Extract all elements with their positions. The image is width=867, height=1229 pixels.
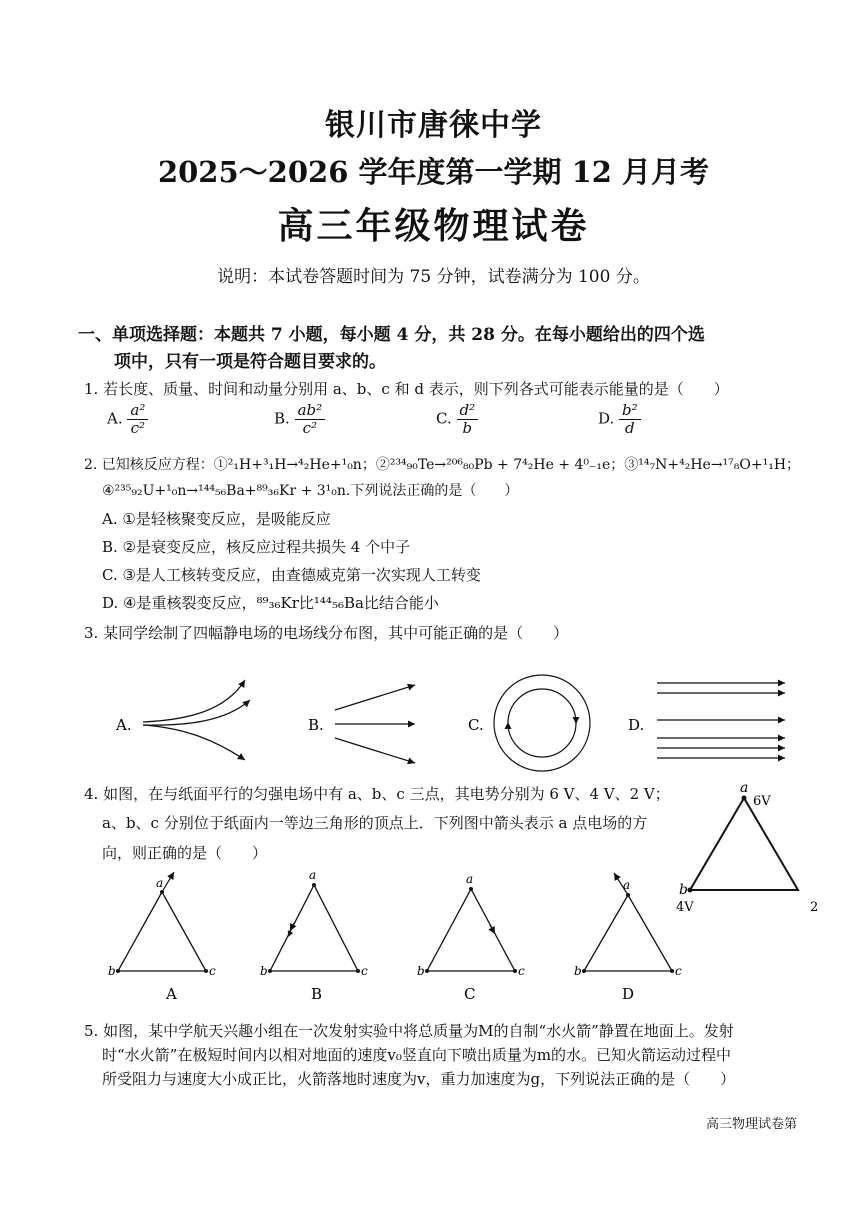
q3-figure-c	[494, 675, 590, 771]
vertex-a: a	[740, 780, 749, 796]
q2-option-b: B. ②是衰变反应，核反应过程共损失 4 个中子	[102, 538, 411, 556]
q4-line2: a、b、c 分别位于纸面内一等边三角形的顶点上．下列图中箭头表示 a 点电场的方	[102, 814, 648, 832]
vertex-c: c	[518, 964, 525, 978]
denominator: d	[625, 419, 635, 437]
q4-choice-b-label: B	[311, 985, 323, 1003]
q1-option-b	[274, 402, 325, 437]
q2-line2: ④²³⁵₉₂U+¹₀n→¹⁴⁴₅₆Ba+⁸⁹₃₆Kr + 3¹₀n.下列说法正确的是（ ）	[102, 483, 519, 499]
q4-line3: 向，则正确的是（ ）	[102, 844, 268, 862]
q5-line2: 时“水火箭”在极短时间内以相对地面的速度v₀竖直向下喷出质量为m的水。已知火箭运动过程中	[102, 1046, 732, 1064]
section-heading-line1: 一、单项选择题：本题共 7 小题，每小题 4 分，共 28 分。在每小题给出的四个选	[78, 325, 705, 345]
denominator: c²	[130, 419, 146, 437]
vertex-a: a	[309, 868, 317, 882]
exam-note: 说明：本试卷答题时间为 75 分钟，试卷满分为 100 分。	[217, 267, 650, 287]
vertex-c: c	[209, 964, 216, 978]
vertex-b: b	[260, 964, 268, 978]
q1-option-c	[436, 402, 478, 437]
vertex-c: c	[361, 964, 368, 978]
numerator: a²	[127, 402, 148, 420]
q4-line1: 4. 如图，在与纸面平行的匀强电场中有 a、b、c 三点，其电势分别为 6 V、4 V、2 V；	[84, 785, 670, 803]
paper-title: 高三年级物理试卷	[277, 205, 590, 247]
denominator: c²	[302, 419, 318, 437]
q1-option-a	[107, 402, 148, 437]
potential-b: 4V	[676, 900, 694, 915]
vertex-b: b	[679, 882, 688, 898]
vertex-c: c	[675, 964, 682, 978]
vertex-b: b	[108, 964, 116, 978]
q3-label-b: B.	[308, 716, 324, 734]
q2-line1: 2. 已知核反应方程：①²₁H+³₁H→⁴₂He+¹₀n；②²³⁴₉₀Te→²⁰⁶₈₀Pb + 7⁴₂He + 4⁰₋₁e；③¹⁴₇N+⁴₂He→¹⁷₈O+¹₁H；	[84, 457, 801, 473]
q3-figure-b	[335, 685, 415, 763]
q3-figure-a	[143, 680, 250, 760]
vertex-b: b	[574, 964, 582, 978]
q4-choice-d-figure	[574, 873, 682, 1003]
page-footer: 高三物理试卷第	[705, 1117, 797, 1132]
section-heading-line2: 项中，只有一项是符合题目要求的。	[114, 352, 386, 372]
q3-label-d: D.	[628, 716, 645, 734]
exam-term: 2025～2026 学年度第一学期 12 月月考	[157, 155, 710, 189]
q5-line1: 5. 如图，某中学航天兴趣小组在一次发射实验中将总质量为M的自制“水火箭”静置在地面上。发射	[84, 1022, 734, 1040]
numerator: ab²	[295, 402, 326, 420]
vertex-a: a	[156, 876, 164, 890]
q1-option-d	[598, 402, 641, 437]
q2-option-c: C. ③是人工核转变反应，由查德威克第一次实现人工转变	[102, 566, 481, 584]
school-name: 银川市唐徕中学	[325, 108, 542, 143]
q2-option-a: A. ①是轻核聚变反应，是吸能反应	[102, 510, 331, 528]
denominator: b	[462, 419, 473, 437]
vertex-b: b	[417, 964, 425, 978]
q3-stem: 3. 某同学绘制了四幅静电场的电场线分布图，其中可能正确的是（ ）	[84, 624, 569, 642]
q5-line3: 所受阻力与速度大小成正比，火箭落地时速度为v，重力加速度为g，下列说法正确的是（ ）	[102, 1070, 736, 1088]
fraction	[127, 402, 148, 437]
q4-choice-d-label: D	[622, 985, 635, 1003]
q4-choice-figures	[100, 865, 700, 1010]
potential-c: 2	[810, 900, 819, 915]
q4-choice-c-figure	[417, 872, 525, 1003]
numerator: d²	[457, 402, 479, 420]
option-label: D.	[598, 409, 615, 428]
q3-figure-d	[657, 683, 785, 758]
section-heading	[78, 322, 798, 376]
option-label: B.	[274, 409, 290, 428]
option-label: A.	[107, 409, 123, 428]
fraction	[619, 402, 641, 437]
q4-choice-c-label: C	[464, 985, 476, 1003]
fraction	[457, 402, 479, 437]
numerator: b²	[619, 402, 641, 420]
q2-option-d: D. ④是重核裂变反应，⁸⁹₃₆Kr比¹⁴⁴₅₆Ba比结合能小	[102, 594, 439, 612]
q4-choice-a-label: A	[166, 985, 177, 1003]
vertex-a: a	[623, 878, 631, 892]
fraction	[295, 402, 326, 437]
option-label: C.	[436, 409, 452, 428]
q4-choice-b-figure	[260, 868, 368, 1003]
potential-a: 6V	[753, 794, 771, 809]
q3-field-diagrams	[0, 660, 867, 790]
q3-label-a: A.	[116, 716, 132, 734]
q4-choice-a-figure	[108, 872, 216, 1003]
vertex-a: a	[466, 872, 474, 886]
q1-stem: 1. 若长度、质量、时间和动量分别用 a、b、c 和 d 表示，则下列各式可能表示能量的是（ ）	[84, 380, 729, 398]
q3-label-c: C.	[468, 716, 484, 734]
